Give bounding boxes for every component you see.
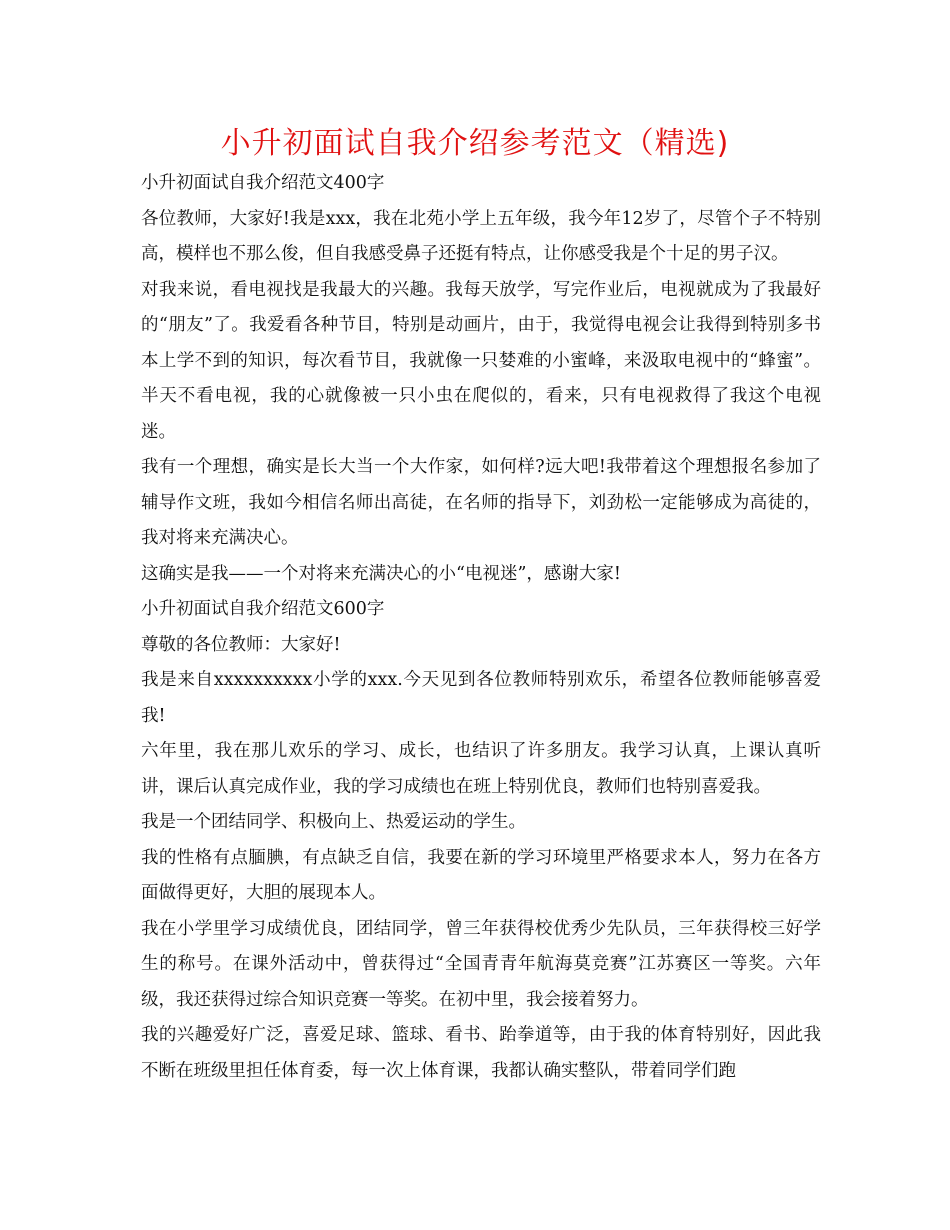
paragraph: 我是一个团结同学、积极向上、热爱运动的学生。: [141, 812, 526, 832]
paragraph: 各位教师，大家好!我是xxx，我在北苑小学上五年级，我今年12岁了，尽管个子不特别高，模样也不那么俊，但自我感受鼻子还挺有特点，让你感受我是个十足的男子汉。: [141, 208, 821, 264]
paragraph: 这确实是我——一个对将来充满决心的小“电视迷”，感谢大家!: [141, 563, 621, 584]
paragraph: 小升初面试自我介绍范文600字: [141, 599, 385, 619]
paragraph: 对我来说，看电视找是我最大的兴趣。我每天放学，写完作业后，电视就成为了我最好的“朋友”了。我爱看各种节目，特别是动画片，由于，我觉得电视会让我得到特别多书本上学不到的知识，每次看节目，我就像一只婪难的小蜜峰，来汲取电视中的“蜂蜜”。半天不看电视，我的心就像被一只小虫在爬似的，看来，只有电视救得了我这个电视迷。: [141, 279, 821, 442]
paragraph: 我有一个理想，确实是长大当一个大作家，如何样?远大吧!我带着这个理想报名参加了辅导作文班，我如今相信名师出高徒，在名师的指导下，刘劲松一定能够成为高徒的，我对将来充满决心。: [141, 457, 821, 548]
document-body: [141, 166, 821, 1089]
paragraph: 我的性格有点腼腆，有点缺乏自信，我要在新的学习环境里严格要求本人，努力在各方面做得更好，大胆的展现本人。: [141, 847, 821, 903]
paragraph: 小升初面试自我介绍范文400字: [141, 173, 385, 193]
paragraph: 我的兴趣爱好广泛，喜爱足球、篮球、看书、跆拳道等，由于我的体育特别好，因此我不断在班级里担任体育委，每一次上体育课，我都认确实整队，带着同学们跑: [141, 1025, 821, 1081]
paragraph: 我在小学里学习成绩优良，团结同学，曾三年获得校优秀少先队员，三年获得校三好学生的称号。在课外活动中，曾获得过“全国青青年航海莫竞赛”江苏赛区一等奖。六年级，我还获得过综合知识竞赛一等奖。在初中里，我会接着努力。: [141, 918, 821, 1010]
paragraph: 六年里，我在那儿欢乐的学习、成长，也结识了许多朋友。我学习认真，上课认真听讲，课后认真完成作业，我的学习成绩也在班上特别优良，教师们也特别喜爱我。: [141, 741, 821, 797]
document-title: 小升初面试自我介绍参考范文（精选): [220, 126, 730, 161]
paragraph: 我是来自xxxxxxxxxx小学的xxx.今天见到各位教师特别欢乐，希望各位教师能够喜爱我!: [141, 670, 821, 726]
paragraph: 尊敬的各位教师：大家好!: [141, 634, 341, 655]
